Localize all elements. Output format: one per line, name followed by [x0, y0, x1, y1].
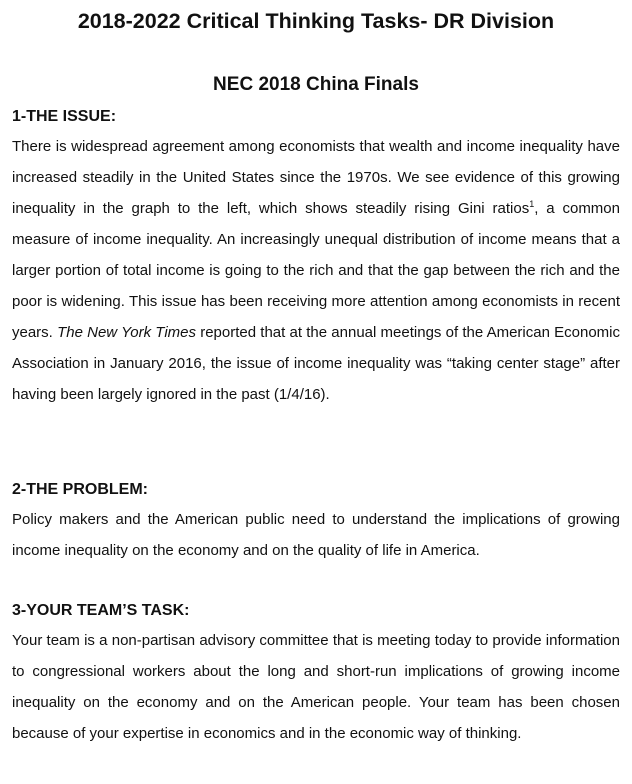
publication-name: The New York Times [57, 324, 196, 341]
section-team-task [12, 601, 620, 749]
issue-text-part-3: reported that at the annual meetings of the American Economic Association in January 2016, the issue of income inequality was “taking center stage” after having been largely ignored in the past (1/4/16). [12, 324, 620, 403]
issue-text-part-1: There is widespread agreement among economists that wealth and income inequality have increased steadily in the United States since the 1970s. We see evidence of this growing inequality in the graph to the left, which shows steadily rising Gini ratios [12, 138, 620, 217]
task-paragraph: Your team is a non-partisan advisory committee that is meeting today to provide information to congressional workers about the long and short-run implications of growing income inequality on the economy and on the American people. Your team has been chosen because of your expertise in economics and in the economic way of thinking. [12, 632, 620, 742]
problem-paragraph: Policy makers and the American public need to understand the implications of growing income inequality on the economy and on the quality of life in America. [12, 511, 620, 559]
section-heading-task: 3-YOUR TEAM’S TASK: [12, 602, 190, 619]
issue-text-part-2: , a common measure of income inequality. An increasingly unequal distribution of income means that a larger portion of total income is going to the rich and that the gap between the rich and the poor is widening. This issue has been receiving more attention among economists in recent years. [12, 200, 620, 341]
section-the-problem [12, 480, 620, 566]
footnote-marker: 1 [529, 199, 535, 209]
section-the-issue [12, 107, 620, 410]
document-subtitle: NEC 2018 China Finals [213, 74, 419, 95]
issue-paragraph [12, 131, 620, 410]
document-title: 2018-2022 Critical Thinking Tasks- DR Division [77, 9, 555, 33]
section-heading-issue: 1-THE ISSUE: [12, 108, 117, 125]
section-heading-problem: 2-THE PROBLEM: [12, 481, 148, 498]
